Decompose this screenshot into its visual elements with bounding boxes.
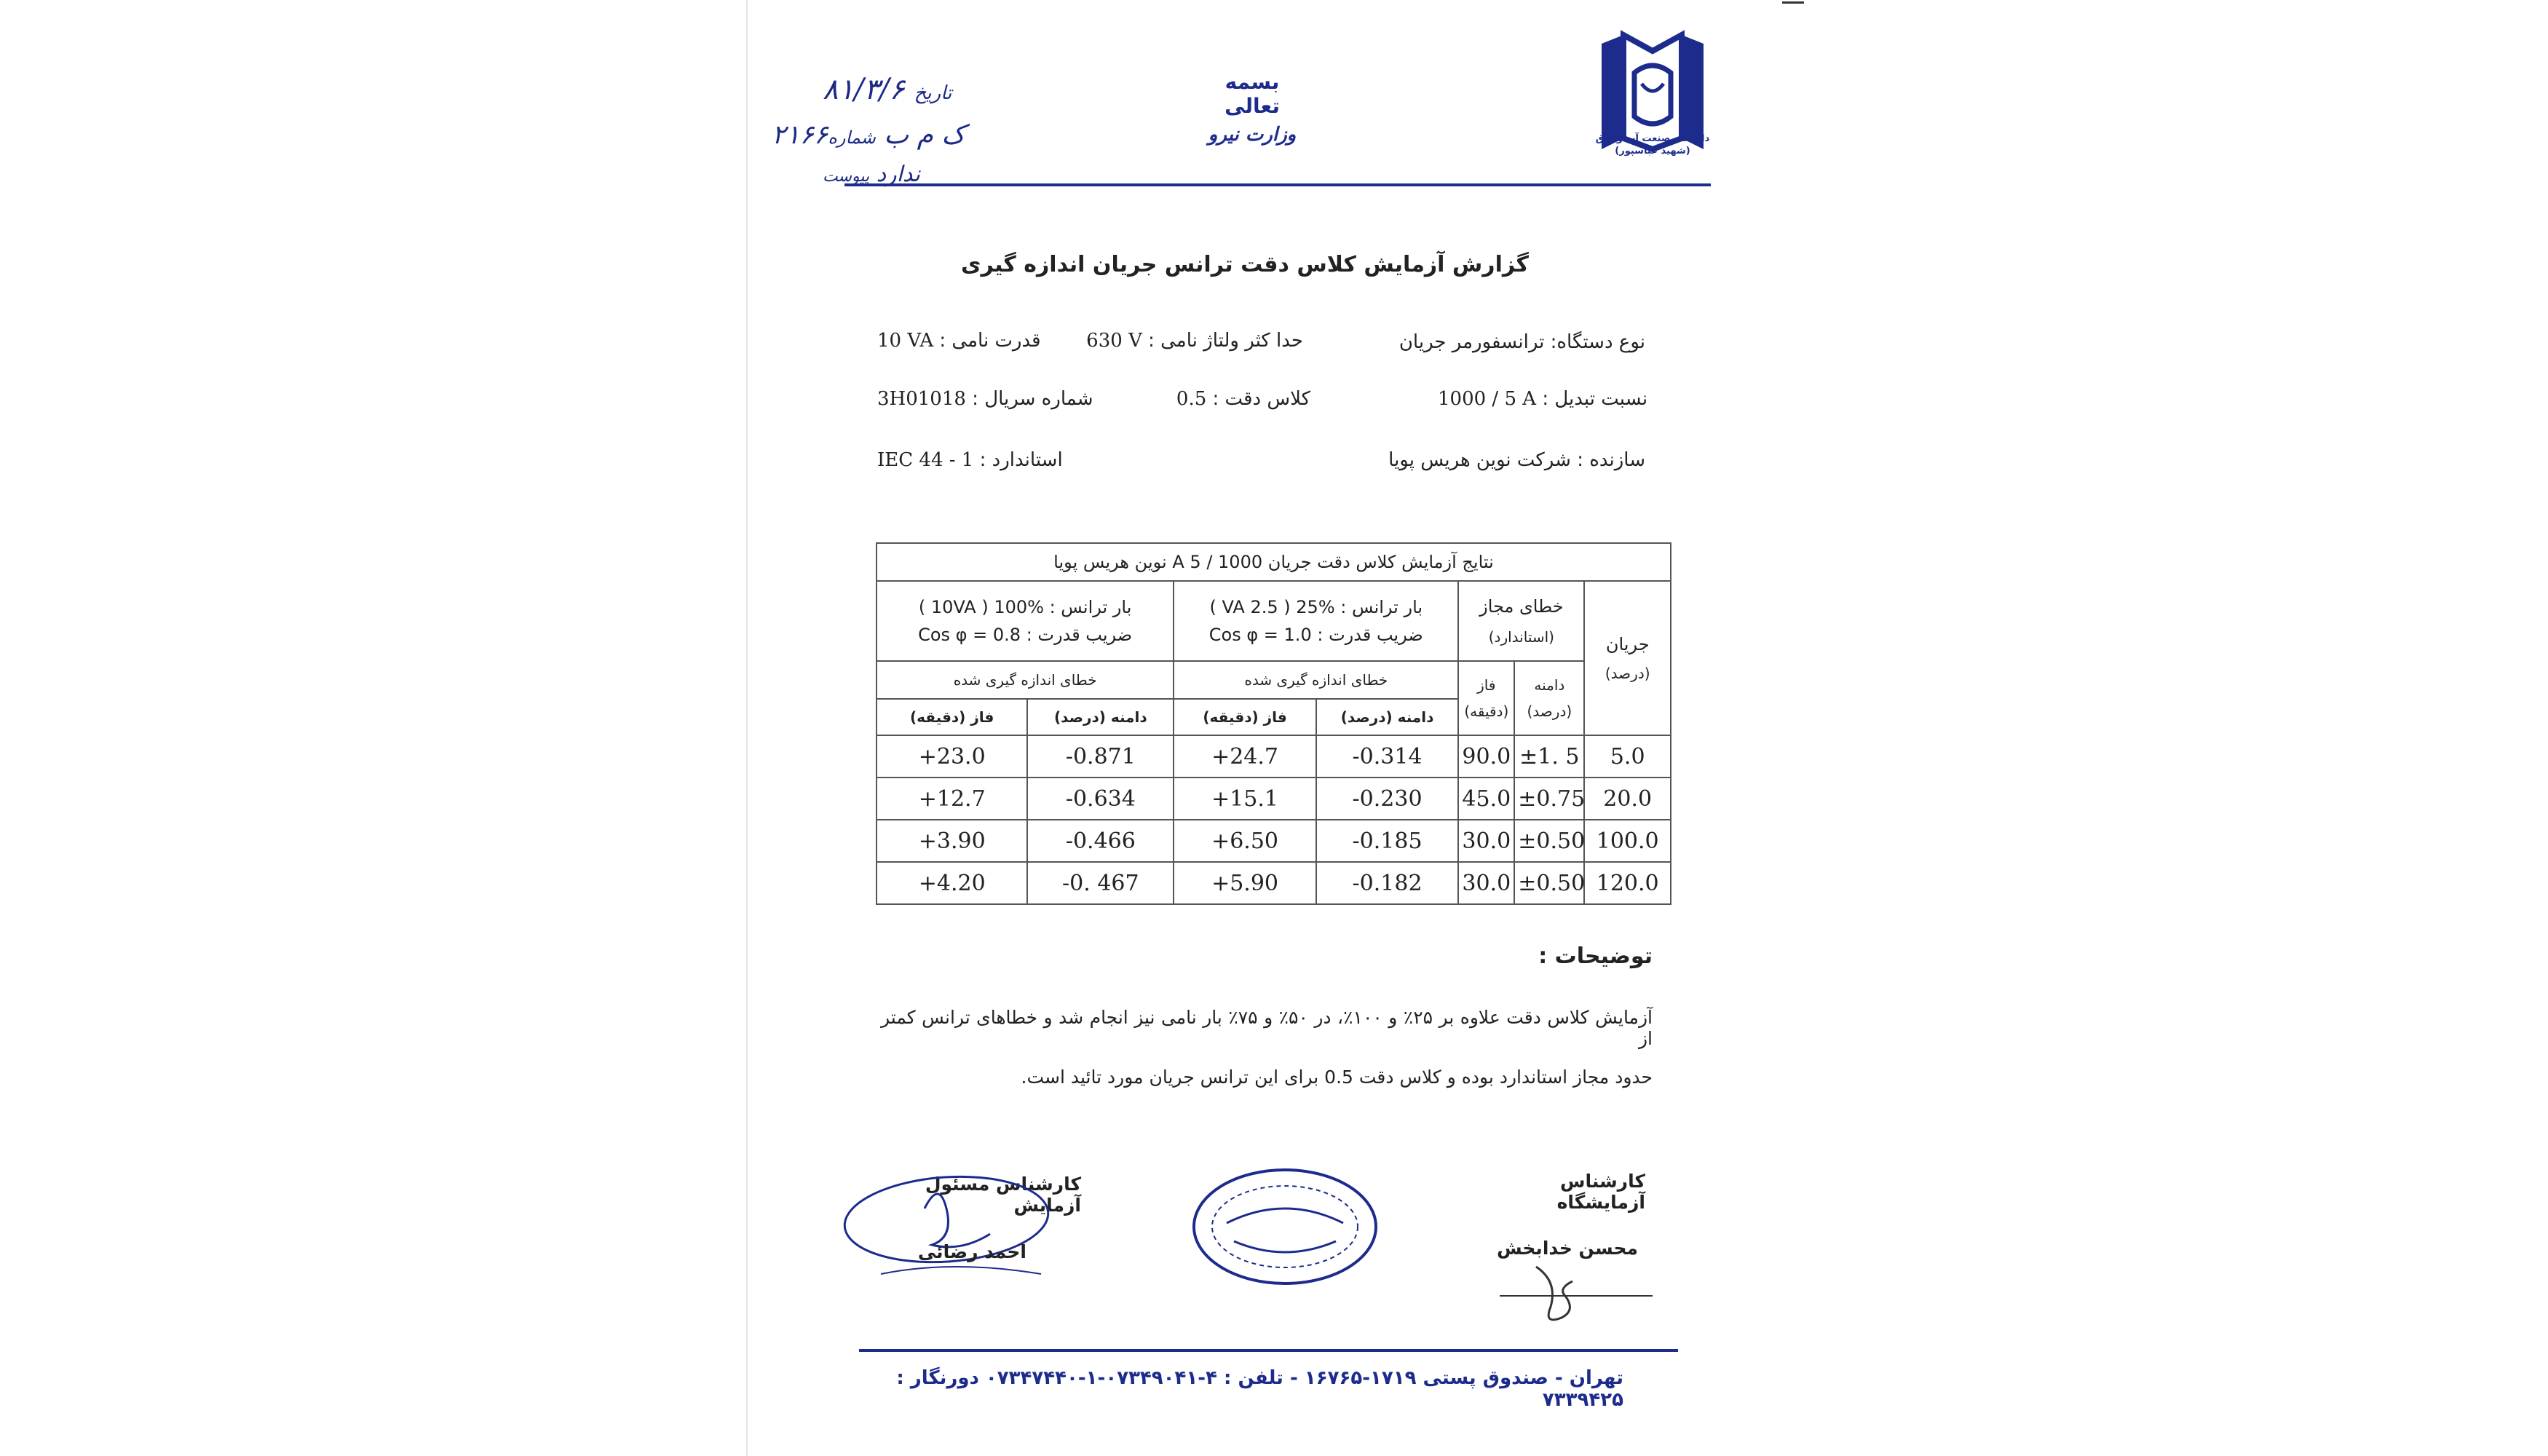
row-allowed-phase: 30.0 [1458, 862, 1514, 904]
row-current: 5.0 [1584, 735, 1671, 778]
handwritten-date [823, 73, 951, 106]
load100-line1: بار ترانس : %100 ( 10VA ) [918, 597, 1132, 617]
row-amplitude-25: -0.182 [1316, 862, 1459, 904]
table-row [877, 735, 1671, 778]
device-type: نوع دستگاه: ترانسفورمر جریان [1398, 331, 1645, 353]
serial-label: شماره سریال : [972, 388, 1093, 410]
invocation-heading: بسمه تعالی [1224, 70, 1280, 118]
row-current: 120.0 [1584, 862, 1671, 904]
rated-power [877, 330, 1056, 352]
responsible-expert-name: احمد رضائی [917, 1241, 1026, 1262]
row-amplitude-25: -0.230 [1316, 778, 1459, 820]
load25-line1: بار ترانس : %25 ( 2.5 VA ) [1209, 597, 1423, 617]
table-row [877, 778, 1671, 820]
row-amplitude-100: -0.634 [1027, 778, 1174, 820]
load100-cell [877, 581, 1174, 661]
current-header: جریان [1605, 634, 1650, 654]
load25-line2: ضریب قدرت : Cos φ = 1.0 [1208, 625, 1423, 645]
row-amplitude-100: -0.466 [1027, 820, 1174, 862]
measured-phase-100: فاز (دقیقه) [877, 699, 1027, 735]
responsible-expert-signature [837, 1165, 1085, 1296]
load25-cell [1174, 581, 1458, 661]
manufacturer: سازنده : شرکت نوین هریس پویا [1388, 449, 1645, 471]
table-row [877, 862, 1671, 904]
measured-amplitude-100: دامنه (درصد) [1027, 699, 1174, 735]
corner-mark [1782, 1, 1804, 4]
table-caption-row [877, 543, 1671, 581]
date-label: تاریخ [914, 82, 952, 104]
accuracy-value: 0.5 [1176, 388, 1207, 410]
row-allowed-amplitude: ±1. 5 [1514, 735, 1584, 778]
row-phase-100: +12.7 [877, 778, 1027, 820]
measured-amplitude-25: دامنه (درصد) [1316, 699, 1459, 735]
number-label: شماره [828, 127, 876, 148]
standard-value: IEC 44 - 1 [877, 449, 974, 471]
allowed-phase-cell [1458, 661, 1514, 735]
row-allowed-amplitude: ±0.50 [1514, 862, 1584, 904]
serial-number [877, 388, 1093, 410]
table-caption: نتایج آزمایش کلاس دقت جریان 1000 / 5 A نوین هریس پویا [877, 543, 1671, 581]
row-current: 20.0 [1584, 778, 1671, 820]
row-phase-100: +4.20 [877, 862, 1027, 904]
ministry-heading: وزارت نیرو [1208, 124, 1297, 146]
allowed-amplitude-cell [1514, 661, 1584, 735]
attachment-label: پیوست [823, 167, 870, 186]
notes-line-1: آزمایش کلاس دقت علاوه بر ۲۵٪ و ۱۰۰٪، در ۵۰٪ و ۷۵٪ بار نامی نیز انجام شد و خطاهای ترانس کمتر از [881, 1007, 1653, 1049]
table-header-row-2 [877, 661, 1671, 699]
allowed-error-header: خطای مجاز [1479, 596, 1564, 617]
row-amplitude-100: -0. 467 [1027, 862, 1174, 904]
row-phase-25: +6.50 [1174, 820, 1316, 862]
row-phase-25: +15.1 [1174, 778, 1316, 820]
standard [877, 449, 1096, 471]
row-allowed-phase: 45.0 [1458, 778, 1514, 820]
lab-expert-name: محسن خدابخش [1497, 1238, 1638, 1259]
serial-value: 3H01018 [877, 388, 966, 410]
official-stamp [1190, 1165, 1380, 1289]
notes-title: توضیحات : [1538, 943, 1653, 969]
row-current: 100.0 [1584, 820, 1671, 862]
row-phase-100: +23.0 [877, 735, 1027, 778]
row-amplitude-25: -0.185 [1316, 820, 1459, 862]
measured-error-100: خطای اندازه گیری شده [877, 661, 1174, 699]
ratio [1438, 388, 1648, 410]
header-rule [844, 183, 1711, 186]
ratio-value: 1000 / 5 A [1438, 388, 1537, 410]
allowed-error-cell [1458, 581, 1584, 661]
standard-label: استاندارد : [979, 449, 1063, 471]
number-value: ۲۱۶۶ک م ب [772, 120, 965, 150]
row-amplitude-25: -0.314 [1316, 735, 1459, 778]
phase-header: فاز [1477, 676, 1496, 694]
ratio-label: نسبت تبدیل : [1542, 388, 1648, 410]
max-voltage [1085, 330, 1303, 352]
current-unit: (درصد) [1605, 665, 1650, 682]
phase-unit: (دقیقه) [1464, 703, 1509, 720]
load100-line2: ضریب قدرت : Cos φ = 0.8 [918, 625, 1133, 645]
allowed-error-sub: (استاندارد) [1488, 628, 1554, 646]
rated-power-value: 10 VA [877, 330, 934, 352]
measured-error-25: خطای اندازه گیری شده [1174, 661, 1458, 699]
logo-caption: دانشگاه صنعت آب و برق (شهید عباسپور) [1595, 133, 1710, 157]
measured-phase-25: فاز (دقیقه) [1174, 699, 1316, 735]
accuracy-label: کلاس دقت : [1212, 388, 1310, 410]
row-phase-25: +5.90 [1174, 862, 1316, 904]
lab-expert-title: کارشناس آزمایشگاه [1556, 1171, 1645, 1213]
row-amplitude-100: -0.871 [1027, 735, 1174, 778]
row-allowed-phase: 30.0 [1458, 820, 1514, 862]
footer-address: تهران - صندوق پستی ۱۷۱۹-۱۶۷۶۵ - تلفن : ۴-۰۷۳۴۹۰۴۱-۱-۰۷۳۴۷۴۴۰ دورنگار : ۷۳۳۹۴۲۵ [896, 1367, 1623, 1411]
row-phase-25: +24.7 [1174, 735, 1316, 778]
row-allowed-amplitude: ±0.75 [1514, 778, 1584, 820]
rated-power-label: قدرت نامی : [939, 330, 1041, 352]
accuracy-class [1172, 388, 1310, 410]
table-row [877, 820, 1671, 862]
max-voltage-value: 630 V [1086, 330, 1142, 352]
row-allowed-phase: 90.0 [1458, 735, 1514, 778]
responsible-expert-title: کارشناس مسئول آزمایش [925, 1174, 1081, 1216]
current-header-cell [1584, 581, 1671, 735]
report-title: گزارش آزمایش کلاس دقت ترانس جریان اندازه گیری [961, 252, 1529, 277]
footer-rule [859, 1349, 1678, 1352]
max-voltage-label: حدا کثر ولتاژ نامی : [1148, 330, 1303, 352]
row-phase-100: +3.90 [877, 820, 1027, 862]
amplitude-unit: (درصد) [1527, 703, 1572, 720]
amplitude-header: دامنه [1534, 676, 1565, 694]
results-table [876, 542, 1671, 905]
notes-line-2: حدود مجاز استاندارد بوده و کلاس دقت 0.5 برای این ترانس جریان مورد تائید است. [1021, 1067, 1653, 1088]
handwritten-number [772, 120, 965, 150]
attachment-value: ندارد [876, 162, 920, 187]
lab-expert-signature [1492, 1238, 1667, 1332]
table-header-row-1 [877, 581, 1671, 661]
row-allowed-amplitude: ±0.50 [1514, 820, 1584, 862]
date-value: ۸۱/۳/۶ [823, 73, 905, 106]
